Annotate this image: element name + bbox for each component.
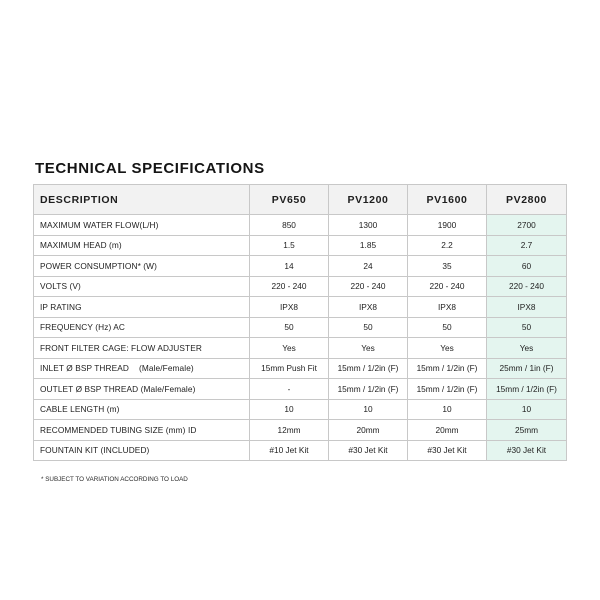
row-label: IP RATING xyxy=(34,297,250,318)
table-cell-highlighted: 10 xyxy=(487,399,567,420)
table-row xyxy=(34,379,567,400)
row-label: VOLTS (V) xyxy=(34,276,250,297)
table-cell: 50 xyxy=(408,317,487,338)
table-cell: 12mm xyxy=(250,420,329,441)
table-cell: 1900 xyxy=(408,215,487,236)
table-row xyxy=(34,256,567,277)
table-row xyxy=(34,399,567,420)
table-cell-highlighted: 2700 xyxy=(487,215,567,236)
row-label: FREQUENCY (Hz) AC xyxy=(34,317,250,338)
spec-table xyxy=(33,184,567,461)
table-cell: 220 - 240 xyxy=(329,276,408,297)
table-cell: 35 xyxy=(408,256,487,277)
table-cell: Yes xyxy=(329,338,408,359)
table-cell: Yes xyxy=(250,338,329,359)
table-cell: 20mm xyxy=(329,420,408,441)
table-cell: 10 xyxy=(250,399,329,420)
table-row xyxy=(34,420,567,441)
table-cell-highlighted: 15mm / 1/2in (F) xyxy=(487,379,567,400)
table-cell: 1.85 xyxy=(329,235,408,256)
row-label: POWER CONSUMPTION* (W) xyxy=(34,256,250,277)
table-cell: 1.5 xyxy=(250,235,329,256)
table-row xyxy=(34,297,567,318)
table-cell: 10 xyxy=(408,399,487,420)
column-header-description: DESCRIPTION xyxy=(34,185,250,215)
table-cell: #30 Jet Kit xyxy=(329,440,408,461)
table-row xyxy=(34,338,567,359)
table-cell: 15mm / 1/2in (F) xyxy=(408,358,487,379)
table-cell: #30 Jet Kit xyxy=(408,440,487,461)
table-cell: 220 - 240 xyxy=(250,276,329,297)
table-cell-highlighted: 60 xyxy=(487,256,567,277)
row-label: FRONT FILTER CAGE: FLOW ADJUSTER xyxy=(34,338,250,359)
table-cell-highlighted: 2.7 xyxy=(487,235,567,256)
table-cell: 1300 xyxy=(329,215,408,236)
table-cell-highlighted: 220 - 240 xyxy=(487,276,567,297)
row-label xyxy=(34,358,250,379)
row-label: MAXIMUM WATER FLOW(L/H) xyxy=(34,215,250,236)
row-label-suffix: (Male/Female) xyxy=(139,363,194,374)
table-cell-highlighted: IPX8 xyxy=(487,297,567,318)
table-cell: 15mm / 1/2in (F) xyxy=(329,379,408,400)
table-cell: 24 xyxy=(329,256,408,277)
table-header-row xyxy=(34,185,567,215)
column-header-pv1200: PV1200 xyxy=(329,185,408,215)
column-header-pv650: PV650 xyxy=(250,185,329,215)
row-label: MAXIMUM HEAD (m) xyxy=(34,235,250,256)
table-cell: - xyxy=(250,379,329,400)
table-cell: 50 xyxy=(250,317,329,338)
row-label: FOUNTAIN KIT (INCLUDED) xyxy=(34,440,250,461)
table-row xyxy=(34,440,567,461)
table-cell: 850 xyxy=(250,215,329,236)
column-header-pv1600: PV1600 xyxy=(408,185,487,215)
table-cell: 14 xyxy=(250,256,329,277)
table-row xyxy=(34,215,567,236)
table-cell: 10 xyxy=(329,399,408,420)
row-label: RECOMMENDED TUBING SIZE (mm) ID xyxy=(34,420,250,441)
table-cell: 15mm Push Fit xyxy=(250,358,329,379)
table-cell: IPX8 xyxy=(250,297,329,318)
table-cell: IPX8 xyxy=(329,297,408,318)
table-row xyxy=(34,276,567,297)
table-cell: 20mm xyxy=(408,420,487,441)
table-row xyxy=(34,317,567,338)
row-label: OUTLET Ø BSP THREAD (Male/Female) xyxy=(34,379,250,400)
table-cell: IPX8 xyxy=(408,297,487,318)
footnote: * SUBJECT TO VARIATION ACCORDING TO LOAD xyxy=(41,476,188,483)
table-cell-highlighted: 25mm xyxy=(487,420,567,441)
table-cell-highlighted: 50 xyxy=(487,317,567,338)
table-cell: 15mm / 1/2in (F) xyxy=(329,358,408,379)
table-cell: 2.2 xyxy=(408,235,487,256)
table-row xyxy=(34,358,567,379)
table-row xyxy=(34,235,567,256)
table-cell: Yes xyxy=(408,338,487,359)
table-cell-highlighted: Yes xyxy=(487,338,567,359)
table-cell: #10 Jet Kit xyxy=(250,440,329,461)
table-cell-highlighted: #30 Jet Kit xyxy=(487,440,567,461)
row-label-text: INLET Ø BSP THREAD xyxy=(40,363,129,374)
table-cell: 50 xyxy=(329,317,408,338)
table-cell: 220 - 240 xyxy=(408,276,487,297)
row-label: CABLE LENGTH (m) xyxy=(34,399,250,420)
table-cell: 15mm / 1/2in (F) xyxy=(408,379,487,400)
table-cell-highlighted: 25mm / 1in (F) xyxy=(487,358,567,379)
column-header-pv2800: PV2800 xyxy=(487,185,567,215)
page-title: TECHNICAL SPECIFICATIONS xyxy=(35,160,265,177)
